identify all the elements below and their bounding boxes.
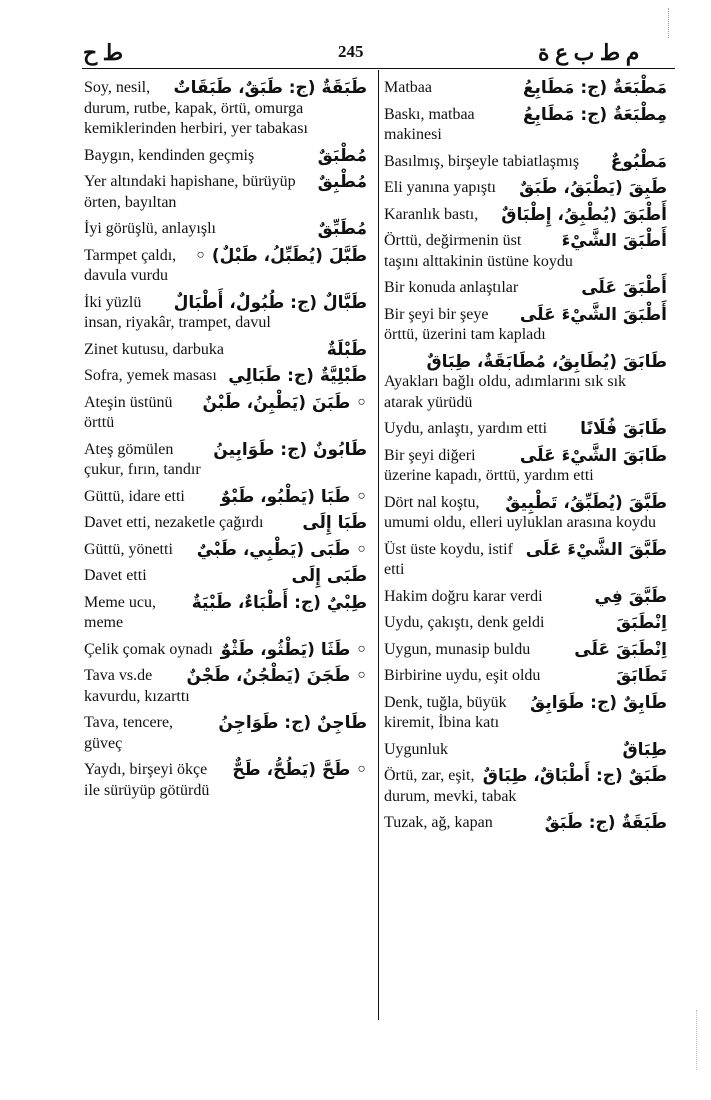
arabic-headword: أَطْبَقَ الشَّيْءَ xyxy=(561,231,667,251)
turkish-definition: Soy, nesil, durum, rutbe, kapak, örtü, omurga kemiklerinden herbiri, yer tabakası xyxy=(84,79,308,137)
header-right-letters: م ط ب ع ة xyxy=(538,40,640,65)
turkish-definition: Yaydı, birşeyi ökçe ile sürüyüp götürdü xyxy=(84,761,210,799)
arabic-headword: ◦ طَحَّ (يَطُحُّ، طَحٌّ xyxy=(232,760,367,780)
turkish-definition: Matbaa xyxy=(384,79,432,96)
dictionary-entry xyxy=(384,540,667,581)
left-column xyxy=(84,78,367,807)
scan-speck xyxy=(696,1010,703,1070)
turkish-definition: Çelik çomak oynadı xyxy=(84,640,213,658)
dictionary-entry xyxy=(84,366,367,387)
arabic-headword: أَطْبَقَ عَلَى xyxy=(581,278,667,298)
turkish-definition: Baygın, kendinden geçmiş xyxy=(84,146,255,164)
dictionary-entry xyxy=(84,593,367,634)
turkish-definition: Birbirine uydu, eşit oldu xyxy=(384,667,541,684)
turkish-definition: Örttü, değirmenin üst taşını alttakinin üstüne koydu xyxy=(384,232,573,270)
turkish-definition: Tava vs.de kavurdu, kızarttı xyxy=(84,667,190,705)
dictionary-entry xyxy=(384,78,667,99)
turkish-definition: Uydu, çakıştı, denk geldi xyxy=(384,614,545,631)
arabic-headword: طَابَقَ الشَّيْءَ عَلَى xyxy=(519,445,667,466)
turkish-definition: Bir konuda anlaştılar xyxy=(384,279,519,296)
turkish-definition: Uydu, anlaştı, yardım etti xyxy=(384,420,548,437)
dictionary-entry xyxy=(384,613,667,634)
turkish-definition: Hakim doğru karar verdi xyxy=(384,587,543,605)
dictionary-entry xyxy=(84,219,367,240)
turkish-definition: Tuzak, ağ, kapan xyxy=(384,814,493,831)
arabic-headword: طَبَقَةٌ (ج: طَبَقٌ xyxy=(544,813,667,833)
arabic-headword: ◦ طَبَنَ (يَطْبِنُ، طَبْنٌ xyxy=(202,392,367,413)
dictionary-entry xyxy=(384,305,667,346)
dictionary-entry xyxy=(384,231,667,272)
arabic-headword: طَبَقَةٌ (ج: طَبَقٌ، طَبَقَاتٌ xyxy=(173,78,367,98)
dictionary-entry xyxy=(384,587,667,608)
dictionary-entry xyxy=(384,446,667,487)
turkish-definition: Davet etti, nezaketle çağırdı xyxy=(84,514,264,531)
turkish-definition: Denk, tuğla, büyük kiremit, İbina katı xyxy=(384,693,507,731)
turkish-definition: Dört nal koştu, umumi oldu, elleri uyluklan arasına koydu xyxy=(384,493,656,531)
dictionary-entry xyxy=(84,513,367,534)
arabic-headword: طَبَّقَ فِي xyxy=(594,586,667,607)
dictionary-entry xyxy=(384,205,667,226)
turkish-definition: Ateşin üstünü örttü xyxy=(84,393,173,431)
dictionary-entry xyxy=(384,666,667,687)
turkish-definition: Uygunluk xyxy=(384,740,448,758)
arabic-headword: طَاجِنٌ (ج: طَوَاجِنُ xyxy=(218,713,367,733)
arabic-headword: اِنْطَبَقَ xyxy=(615,613,667,633)
arabic-headword: طَابَقَ فُلَانًا xyxy=(580,419,667,439)
dictionary-entry xyxy=(84,146,367,167)
turkish-definition: Basılmış, birşeyle tabiatlaşmış xyxy=(384,152,580,170)
arabic-headword: مُطْبَقٌ xyxy=(317,145,367,166)
dictionary-entry xyxy=(84,293,367,334)
turkish-definition: İki yüzlü insan, riyakâr, trampet, davul xyxy=(84,293,271,331)
dictionary-entry xyxy=(84,713,367,754)
arabic-headword: اِنْطَبَقَ عَلَى xyxy=(574,639,667,660)
arabic-headword: ◦ طَثَا (يَطْثُو، طَثْوٌ xyxy=(220,639,367,660)
dictionary-entry xyxy=(384,766,667,807)
turkish-definition: Uygun, munasip buldu xyxy=(384,640,531,658)
page-number: 245 xyxy=(338,42,364,61)
dictionary-entry xyxy=(84,487,367,508)
arabic-headword: طَابُونٌ (ج: طَوَابِينُ xyxy=(213,439,367,460)
dictionary-entry xyxy=(84,393,367,434)
dictionary-entry xyxy=(84,340,367,361)
dictionary-entry xyxy=(84,640,367,661)
header-rule xyxy=(82,68,675,69)
dictionary-entry xyxy=(384,740,667,761)
turkish-definition: Yer altındaki hapishane, bürüyüp örten, bayıltan xyxy=(84,173,296,211)
turkish-definition: Ateş gömülen çukur, fırın, tandır xyxy=(84,440,201,478)
arabic-headword: مَطْبُوعٌ xyxy=(610,151,667,172)
dictionary-entry xyxy=(84,540,367,561)
turkish-definition: Baskı, matbaa makinesi xyxy=(384,105,475,143)
arabic-headword: تَطَابَقَ xyxy=(615,666,667,686)
turkish-definition: Eli yanına yapıştı xyxy=(384,179,496,196)
arabic-headword: طَبِقَ (يَطْبَقُ، طَبَقٌ xyxy=(519,178,667,198)
turkish-definition: Güttü, idare etti xyxy=(84,487,185,505)
arabic-headword: طَبْلِيَّةٌ (ج: طَبَالِي xyxy=(228,366,367,386)
dictionary-entry xyxy=(384,419,667,440)
arabic-headword: طَبَّقَ الشَّيْءَ عَلَى xyxy=(525,539,667,560)
dictionary-entry xyxy=(84,246,367,287)
arabic-headword: طَبَّقَ (يُطَبِّقُ، تَطْبِيقٌ xyxy=(505,492,667,513)
arabic-headword: طَبَّلَ (يُطَبِّلُ، طَبْلٌ) ◦ xyxy=(195,245,367,266)
arabic-headword: طِبَاقٌ xyxy=(622,739,667,760)
dictionary-entry xyxy=(384,178,667,199)
turkish-definition: Karanlık bastı, xyxy=(384,205,479,223)
turkish-definition: Güttü, yönetti xyxy=(84,540,173,558)
arabic-headword: مِطْبَعَةٌ (ج: مَطَابِعُ xyxy=(522,104,667,125)
dictionary-entry xyxy=(384,493,667,534)
arabic-headword: طَبَى إِلَى xyxy=(291,566,367,586)
dictionary-entry xyxy=(384,693,667,734)
turkish-definition: Tarmpet çaldı, davula vurdu xyxy=(84,246,177,284)
turkish-definition: Bir şeyi bir şeye örttü, üzerini tam kapladı xyxy=(384,305,546,343)
turkish-definition: Sofra, yemek masası xyxy=(84,367,217,384)
turkish-definition: Zinet kutusu, darbuka xyxy=(84,340,224,358)
dictionary-entry xyxy=(384,278,667,299)
dictionary-entry xyxy=(384,105,667,146)
header-left-letters: ط ح xyxy=(83,40,124,65)
dictionary-entry xyxy=(384,640,667,661)
arabic-headword: طَبَقٌ (ج: أَطْبَاقٌ، طِبَاقٌ xyxy=(482,766,667,786)
arabic-headword: أَطْبَقَ (يُطْبِقُ، إِطْبَاقٌ xyxy=(501,204,667,225)
arabic-headword: مُطْبِقٌ xyxy=(317,172,367,192)
arabic-headword: طَبْلَةٌ xyxy=(326,339,367,360)
turkish-definition: İyi görüşlü, anlayışlı xyxy=(84,220,216,237)
turkish-definition: Davet etti xyxy=(84,567,147,584)
dictionary-entry xyxy=(84,440,367,481)
dictionary-entry xyxy=(384,813,667,834)
dictionary-entry xyxy=(384,352,667,414)
arabic-headword: طَبَّالٌ (ج: طُبُولٌ، أَطْبَالٌ xyxy=(173,292,367,313)
arabic-headword: ◦ طَبَى (يَطْبِي، طَبْيٌ xyxy=(196,539,367,560)
arabic-headword: طَابِقٌ (ج: طَوَابِقُ xyxy=(530,692,667,713)
arabic-headword: مَطْبَعَةٌ (ج: مَطَابِعُ xyxy=(522,78,667,98)
arabic-headword: طَابَقَ (يُطَابِقُ، مُطَابَقَةٌ، طِبَاقٌ xyxy=(426,351,667,372)
dictionary-entry xyxy=(84,760,367,801)
arabic-headword: ◦ طَجَنَ (يَطْجُنُ، طَجْنٌ xyxy=(186,666,367,686)
right-column xyxy=(384,78,667,840)
dictionary-entry xyxy=(84,666,367,707)
dictionary-entry xyxy=(84,172,367,213)
dictionary-entry xyxy=(384,152,667,173)
turkish-definition: Ayakları bağlı oldu, adımlarını sık sık atarak yürüdü xyxy=(384,373,627,411)
turkish-definition: Bir şeyi diğeri üzerine kapadı, örttü, yardım etti xyxy=(384,446,594,484)
scan-speck xyxy=(668,8,671,38)
arabic-headword: طِبْيٌ (ج: أَطْبَاءٌ، طَبْيَةٌ xyxy=(191,592,367,613)
turkish-definition: Örtü, zar, eşit, durum, mevki, tabak xyxy=(384,767,517,805)
dictionary-entry xyxy=(84,78,367,140)
arabic-headword: مُطَبِّقٌ xyxy=(317,219,367,239)
turkish-definition: Tava, tencere, güveç xyxy=(84,714,174,752)
dictionary-entry xyxy=(84,566,367,587)
turkish-definition: Meme ucu, meme xyxy=(84,593,156,631)
arabic-headword: ◦ طَبَا (يَطْبُو، طَبْوٌ xyxy=(220,486,367,507)
page-header xyxy=(0,38,711,68)
column-divider xyxy=(378,70,379,1020)
arabic-headword: أَطْبَقَ الشَّيْءَ عَلَى xyxy=(519,304,667,325)
turkish-definition: Üst üste koydu, istif etti xyxy=(384,540,513,578)
arabic-headword: طَبَا إِلَى xyxy=(302,513,367,533)
